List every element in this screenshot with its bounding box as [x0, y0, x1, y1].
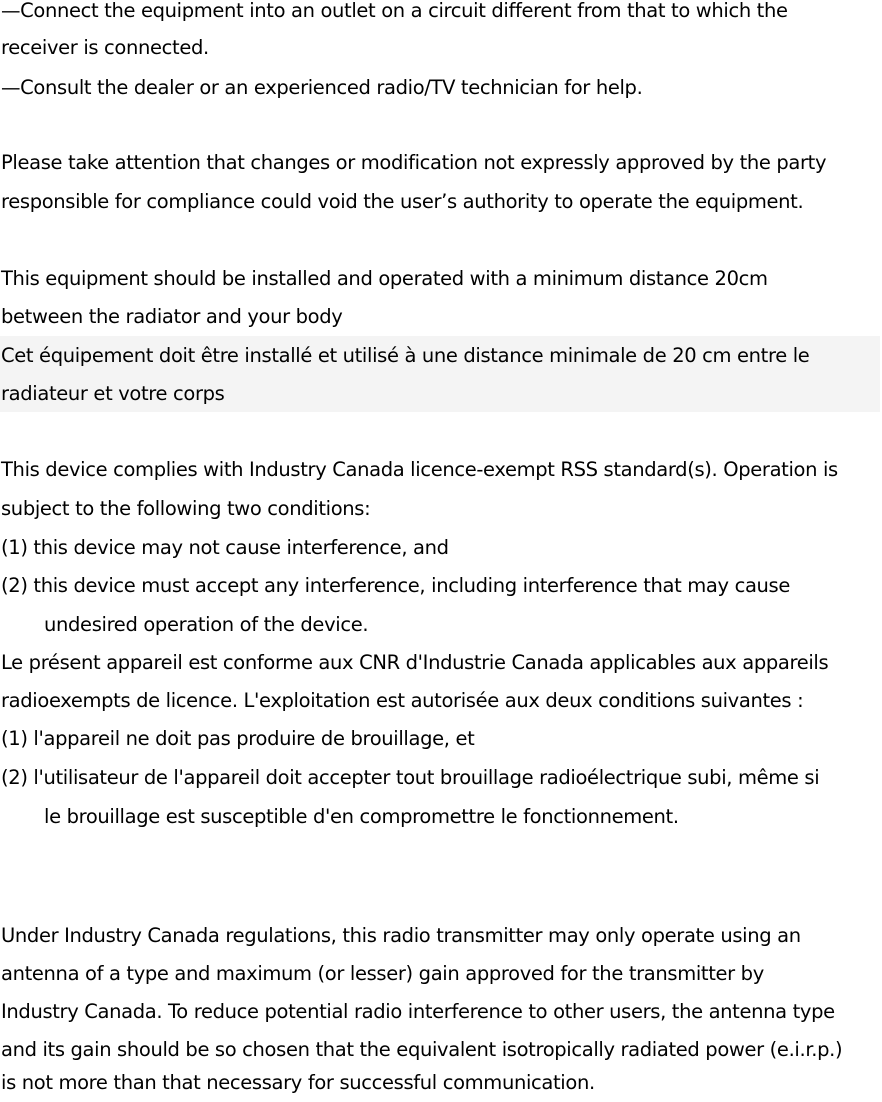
paragraph-line: Under Industry Canada regulations, this radio transmitter may only operate using an [1, 924, 801, 947]
paragraph-line: —Connect the equipment into an outlet on a circuit different from that to which the [1, 0, 788, 22]
paragraph-line: antenna of a type and maximum (or lesser) gain approved for the transmitter by [1, 962, 764, 985]
paragraph-line: and its gain should be so chosen that the equivalent isotropically radiated power (e.i.r.p.) [1, 1038, 843, 1061]
condition-item: (2) l'utilisateur de l'appareil doit accepter tout brouillage radioélectrique subi, même si [1, 766, 820, 789]
paragraph-line: Please take attention that changes or modification not expressly approved by the party [1, 151, 827, 174]
condition-item: (1) l'appareil ne doit pas produire de brouillage, et [1, 727, 475, 750]
condition-item-continued: le brouillage est susceptible d'en compromettre le fonctionnement. [44, 805, 679, 828]
paragraph-line: radioexempts de licence. L'exploitation est autorisée aux deux conditions suivantes : [1, 689, 804, 712]
paragraph-line: —Consult the dealer or an experienced radio/TV technician for help. [1, 76, 643, 99]
paragraph-line: This device complies with Industry Canada licence-exempt RSS standard(s). Operation is [1, 458, 838, 481]
paragraph-line: subject to the following two conditions: [1, 497, 371, 520]
paragraph-line: is not more than that necessary for successful communication. [1, 1071, 595, 1094]
condition-item: (2) this device must accept any interference, including interference that may cause [1, 574, 791, 597]
paragraph-line: radiateur et votre corps [1, 382, 225, 405]
paragraph-line: between the radiator and your body [1, 305, 343, 328]
paragraph-line: Cet équipement doit être installé et utilisé à une distance minimale de 20 cm entre le [1, 344, 810, 367]
condition-item-continued: undesired operation of the device. [44, 613, 369, 636]
paragraph-line: responsible for compliance could void the user’s authority to operate the equipment. [1, 190, 804, 213]
paragraph-line: This equipment should be installed and operated with a minimum distance 20cm [1, 267, 768, 290]
paragraph-line: Le présent appareil est conforme aux CNR d'Industrie Canada applicables aux appareils [1, 651, 829, 674]
paragraph-line: receiver is connected. [1, 36, 209, 59]
condition-item: (1) this device may not cause interference, and [1, 536, 449, 559]
paragraph-line: Industry Canada. To reduce potential radio interference to other users, the antenna type [1, 1000, 835, 1023]
